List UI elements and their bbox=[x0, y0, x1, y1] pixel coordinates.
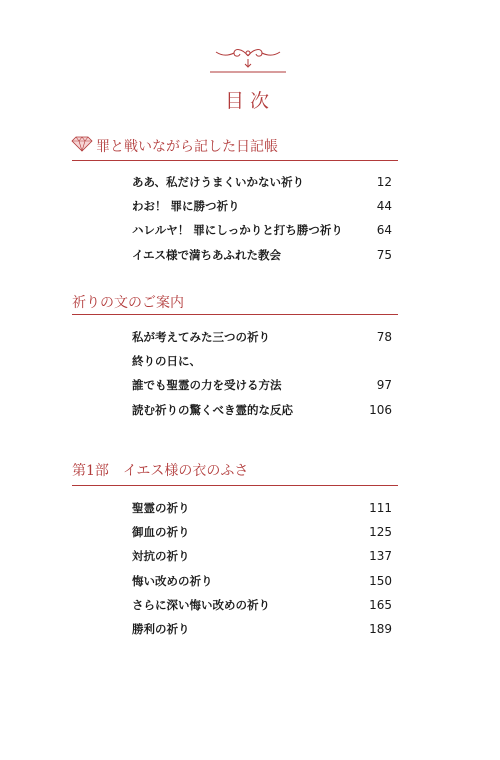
toc-entry-page: 137 bbox=[369, 549, 392, 564]
toc-entry-page: 12 bbox=[376, 175, 392, 189]
section-divider bbox=[72, 485, 398, 486]
toc-entry-title: 終りの日に、 bbox=[132, 354, 201, 369]
page-title: 目次 bbox=[224, 90, 275, 112]
toc-entry-page: 165 bbox=[369, 597, 392, 612]
toc-list-part-1 bbox=[132, 500, 392, 645]
section-heading-part-1 bbox=[72, 460, 398, 480]
toc-entry[interactable] bbox=[132, 222, 392, 246]
toc-entry-page: 44 bbox=[376, 199, 392, 214]
toc-entry-page: 75 bbox=[376, 247, 392, 262]
toc-entry-page: 189 bbox=[369, 621, 392, 636]
toc-entry-page: 111 bbox=[369, 501, 392, 515]
toc-entry-title: ああ、私だけうまくいかない祈り bbox=[132, 175, 305, 189]
toc-entry[interactable] bbox=[132, 377, 392, 401]
toc-entry-title: 読む祈りの驚くべき霊的な反応 bbox=[132, 402, 293, 417]
toc-entry-page: 64 bbox=[376, 223, 392, 238]
toc-entry[interactable] bbox=[132, 573, 392, 597]
toc-entry-title: 御血の祈り bbox=[132, 525, 190, 540]
toc-entry[interactable] bbox=[132, 621, 392, 645]
toc-entry-title: わお！ 罪に勝つ祈り bbox=[132, 199, 240, 214]
toc-entry-title: 対抗の祈り bbox=[132, 549, 190, 564]
toc-entry-title: 勝利の祈り bbox=[132, 621, 190, 636]
toc-entry[interactable] bbox=[132, 174, 392, 198]
toc-entry-title: 誰でも聖霊の力を受ける方法 bbox=[132, 378, 282, 393]
toc-entry[interactable] bbox=[132, 198, 392, 222]
toc-entry-page: 97 bbox=[376, 378, 392, 393]
toc-entry-title: イエス様で満ちあふれた教会 bbox=[132, 247, 282, 262]
section-divider bbox=[72, 314, 398, 315]
toc-entry[interactable] bbox=[132, 524, 392, 548]
part-number: 第1部 bbox=[72, 463, 109, 479]
toc-entry[interactable] bbox=[132, 500, 392, 524]
toc-entry-title: さらに深い悔い改めの祈り bbox=[132, 597, 270, 612]
section-heading-diary: 罪と戦いながら記した日記帳 bbox=[96, 139, 278, 155]
toc-list-prayer-guide bbox=[132, 329, 392, 426]
section-divider bbox=[72, 160, 398, 161]
toc-entry-title: 悔い改めの祈り bbox=[132, 573, 213, 588]
diamond-icon bbox=[71, 136, 93, 152]
toc-entry-page: 106 bbox=[369, 402, 392, 417]
section-heading-prayer-guide: 祈りの文のご案内 bbox=[72, 295, 184, 311]
toc-entry-page: 125 bbox=[369, 525, 392, 540]
toc-entry-title: ハレルヤ！ 罪にしっかりと打ち勝つ祈り bbox=[132, 223, 343, 238]
toc-entry[interactable] bbox=[132, 353, 392, 377]
toc-entry-title: 聖霊の祈り bbox=[132, 501, 190, 515]
toc-entry[interactable] bbox=[132, 247, 392, 271]
toc-entry[interactable] bbox=[132, 329, 392, 353]
flourish-ornament-icon bbox=[208, 44, 288, 76]
toc-entry-title: 私が考えてみた三つの祈り bbox=[132, 330, 270, 344]
toc-entry[interactable] bbox=[132, 402, 392, 426]
part-title: イエス様の衣のふさ bbox=[122, 463, 249, 479]
toc-entry-page: 150 bbox=[369, 573, 392, 588]
toc-entry[interactable] bbox=[132, 597, 392, 621]
toc-entry[interactable] bbox=[132, 548, 392, 572]
toc-list-diary bbox=[132, 174, 392, 271]
toc-entry-page: 78 bbox=[376, 330, 392, 344]
